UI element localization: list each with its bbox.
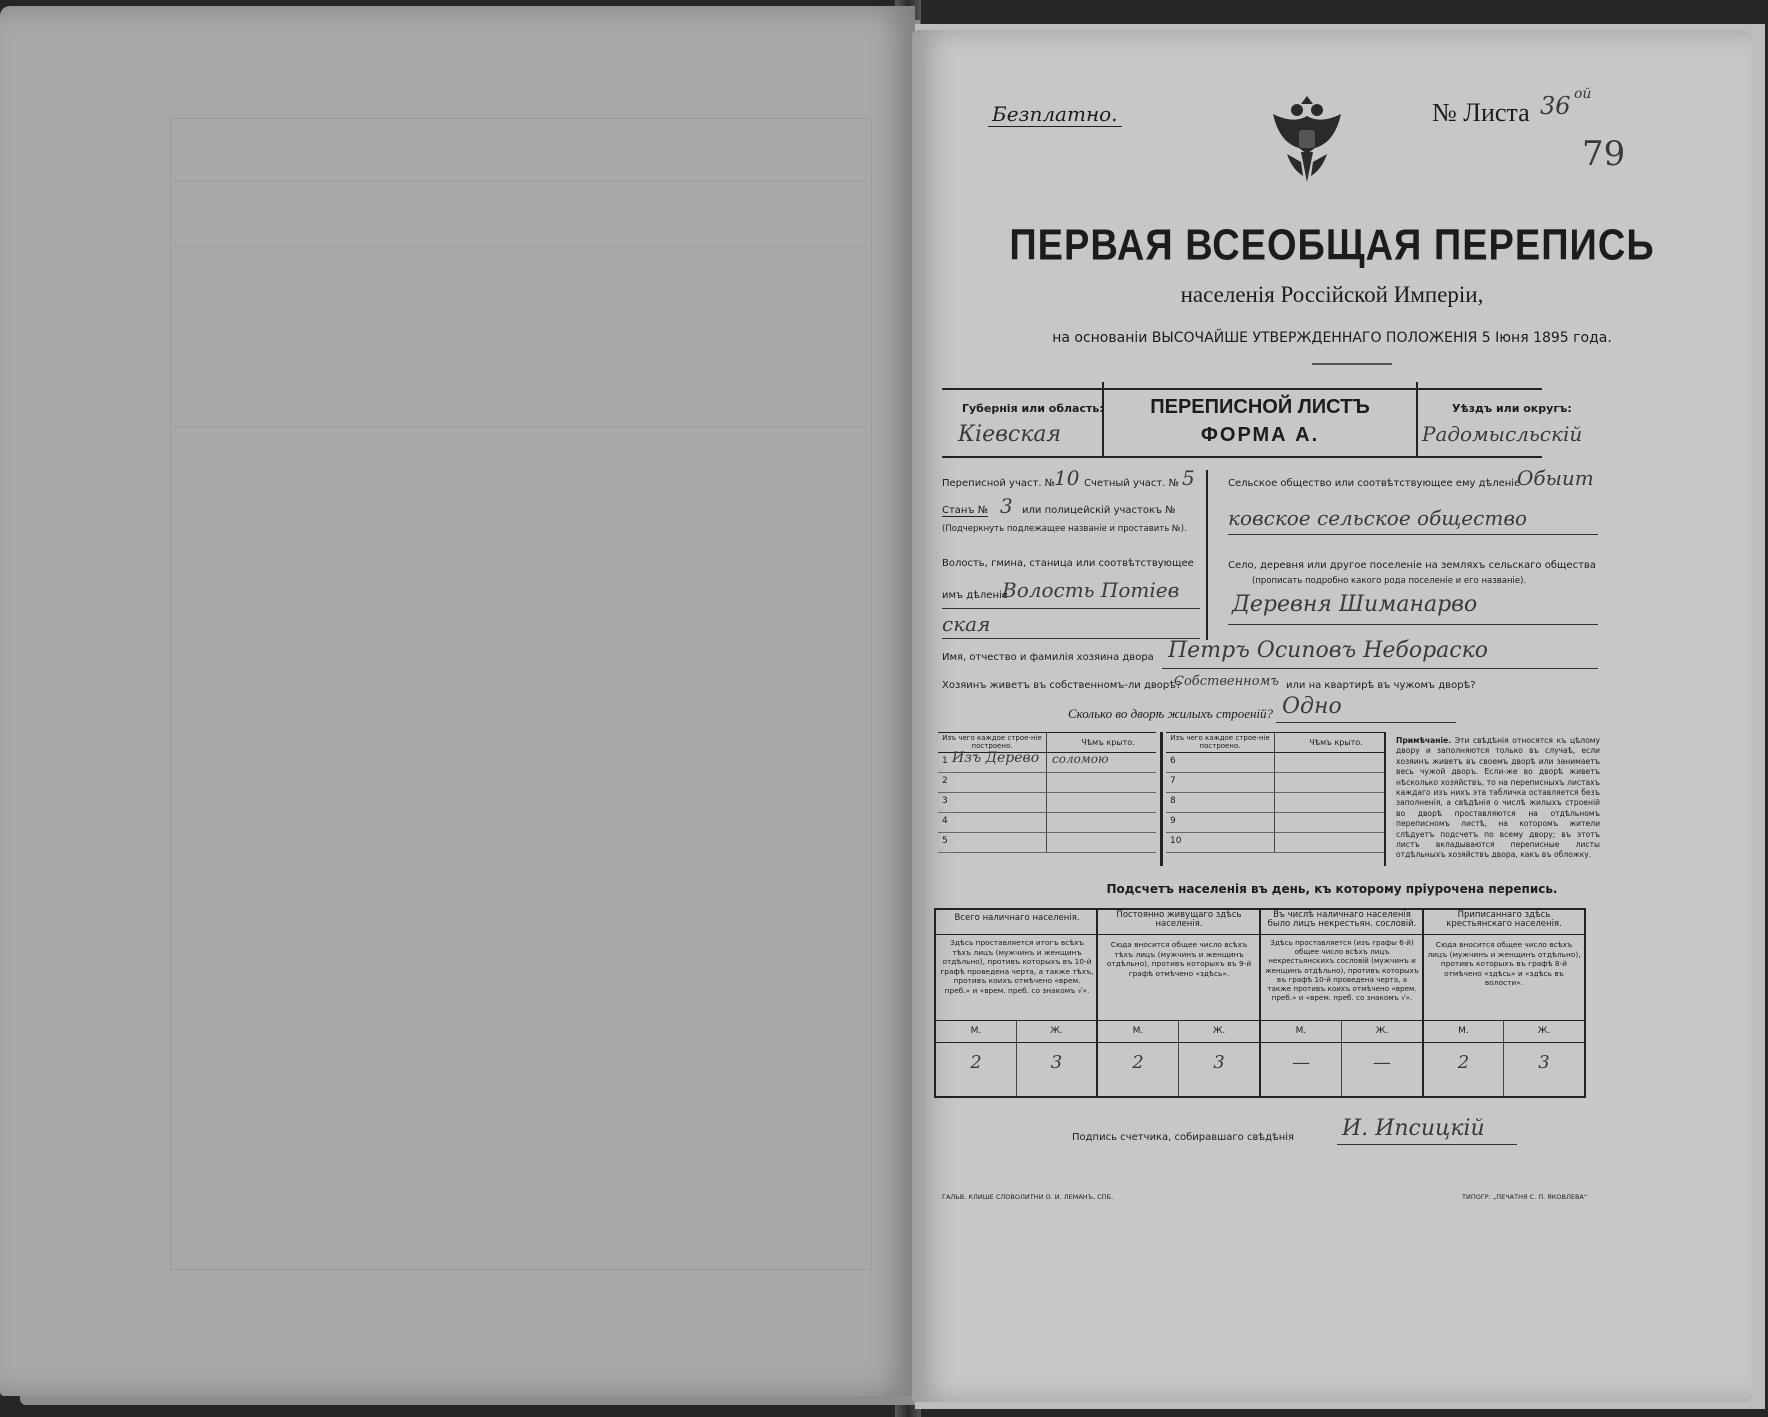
field-underline (1228, 624, 1598, 625)
village-value: Деревня Шиманарво (1232, 592, 1478, 617)
count-col3-head: Въ числѣ наличнаго населенія было лицъ некрестьян. сословій. (1267, 910, 1417, 929)
show-through-frame (170, 118, 872, 1270)
col-roofed-header: Чѣмъ крыто. (1309, 738, 1363, 747)
show-through-line (175, 426, 865, 427)
field-underline (1276, 722, 1456, 723)
table-rule (1166, 812, 1384, 813)
imperial-eagle-icon (1267, 92, 1347, 192)
form-title-sheet: ПЕРЕПИСНОЙ ЛИСТЪ (1150, 396, 1370, 418)
count-col2-f: 3 (1213, 1052, 1225, 1073)
village-note: (прописать подробно какого рода поселеніе и его названіе). (1252, 576, 1527, 586)
form-box-divider (1416, 382, 1418, 456)
volost-label-2: имъ дѣленіе (942, 590, 1008, 601)
table-rule (1166, 772, 1384, 773)
count-area-value: 5 (1182, 466, 1195, 490)
buildings-table-right (1166, 732, 1386, 852)
lives-label-2: или на квартирѣ въ чужомъ дворѣ? (1286, 680, 1476, 691)
count-m-label: М. (970, 1026, 982, 1036)
count-f-label: Ж. (1212, 1026, 1226, 1036)
col-built-of-header: Изъ чего каждое строе-ніе построено. (1170, 734, 1270, 750)
count-col1-desc: Здѣсь проставляется итогъ всѣхъ тѣхъ лицъ (мужчинъ и женщинъ отдѣльно), противъ которыхъ въ 10-й графѣ проведена черта, а также тѣхъ, противъ коихъ отмѣчено «врем. преб.» и «врем. преб. со знакомъ √». (940, 938, 1094, 995)
buildings-table-left (938, 732, 1158, 852)
stan-label: Станъ № (942, 505, 989, 516)
village-label: Село, деревня или другое поселеніе на земляхъ сельскаго общества (1228, 560, 1596, 571)
district-value: Радомысльскій (1422, 422, 1583, 446)
count-col2-m: 2 (1132, 1052, 1144, 1073)
lives-value: Собственномъ (1174, 674, 1279, 689)
count-table (934, 908, 1586, 1098)
stan-value: 3 (1000, 494, 1013, 518)
count-f-label: Ж. (1537, 1026, 1551, 1036)
count-f-label: Ж. (1375, 1026, 1389, 1036)
field-underline (1162, 668, 1598, 669)
row-number: 9 (1170, 816, 1176, 826)
volost-value-1: Волость Потіев (1002, 578, 1180, 602)
owner-value: Петръ Осиповъ Небораско (1168, 638, 1488, 663)
table-rule (1166, 792, 1384, 793)
count-col4-m: 2 (1457, 1052, 1470, 1073)
count-row-rule (936, 934, 1584, 935)
field-underline (942, 638, 1200, 639)
row-number: 2 (942, 776, 948, 786)
count-col3-m: — (1292, 1052, 1310, 1073)
field-underline (1337, 1144, 1517, 1145)
count-col2-head: Постоянно живущаго здѣсь населенія. (1116, 910, 1242, 929)
form-title-form-a: ФОРМА А. (1200, 424, 1320, 446)
owner-label: Имя, отчество и фамилія хозяина двора (942, 652, 1154, 663)
row1-built-value: Изъ Дерево (952, 750, 1040, 766)
count-row-rule (936, 1042, 1584, 1043)
signature-value: И. Ипсицкій (1342, 1116, 1485, 1141)
note-text: Эти свѣдѣнія относятся къ цѣлому двору и заполняются только въ случаѣ, если хозяинъ живетъ въ своемъ дворѣ или занимаетъ весь чужой дворъ. Если-же во дворѣ живетъ нѣсколько хозяйствъ, то на переписныхъ листахъ каждаго изъ нихъ эта табличка оставляется безъ заполненія, а свѣдѣнія о числѣ жилыхъ строеній во дворѣ проставляются на отдѣльномъ переписномъ листѣ, на которомъ жители слѣдуетъ подсчетъ по всему двору; въ этотъ листъ вкладываются переписные листы отдѣльныхъ хозяйствъ двора, какъ въ обложку. (1396, 736, 1600, 860)
row1-roof-value: соломою (1052, 752, 1109, 766)
row-number: 8 (1170, 796, 1176, 806)
count-col4-f: 3 (1538, 1052, 1550, 1073)
police-label: или полицейскій участокъ № (1022, 505, 1176, 516)
row-number: 5 (942, 836, 948, 846)
society-value-2: ковское сельское общество (1228, 506, 1527, 530)
count-col4-desc: Сюда вносится общее число всѣхъ лицъ (мужчинъ и женщинъ отдѣльно), противъ которыхъ въ графѣ 8-й отмѣчено «здѣсь» и «здѣсь въ волости». (1427, 940, 1581, 988)
count-area-label: Счетный участ. № (1084, 478, 1180, 489)
table-rule (1166, 832, 1384, 833)
row-number: 7 (1170, 776, 1176, 786)
count-m-label: М. (1458, 1026, 1469, 1036)
field-underline (942, 608, 1200, 609)
fields-column-divider (1206, 470, 1208, 640)
field-underline (1228, 534, 1598, 535)
row-number: 4 (942, 816, 948, 826)
left-page (0, 6, 915, 1396)
count-col1-m: 2 (970, 1052, 982, 1073)
buildings-note (1396, 736, 1600, 861)
count-col2-desc: Сюда вносится общее число всѣхъ тѣхъ лицъ (мужчинъ и женщинъ отдѣльно), противъ которыхъ въ 9-й графѣ отмѣчено «здѣсь». (1106, 940, 1252, 978)
row-number: 10 (1170, 836, 1182, 846)
footer-printer-left: ГАЛЬВ. КЛИШЕ СЛОВОЛИТНИ О. И. ЛЕМАНЪ, СПБ. (942, 1193, 1114, 1201)
buildings-label: Сколько во дворѣ жилыхъ строеній? (1068, 706, 1274, 721)
count-m-label: М. (1132, 1026, 1144, 1036)
buildings-value: Одно (1282, 694, 1342, 719)
count-col1-f: 3 (1050, 1052, 1063, 1073)
census-form-page (912, 30, 1752, 1402)
count-row-rule (936, 1020, 1584, 1021)
row-number: 3 (942, 796, 948, 806)
table-center-rule (1160, 732, 1163, 866)
volost-label-1: Волость, гмина, станица или соотвѣтствующее (942, 558, 1194, 569)
sheet-number-value: 36 (1540, 92, 1571, 120)
table-rule (938, 772, 1156, 773)
count-col1-head: Всего наличнаго населенія. (954, 913, 1080, 923)
district-label: Уѣздъ или округъ: (1452, 402, 1572, 415)
volost-value-2: ская (942, 612, 991, 636)
table-rule (938, 852, 1156, 853)
society-value-1: Обыит (1517, 466, 1594, 490)
census-area-value: 10 (1054, 466, 1080, 490)
sheet-number-label: № Листа (1432, 98, 1530, 127)
table-rule (1166, 752, 1384, 753)
col-built-of-header: Изъ чего каждое строе-ніе построено. (942, 734, 1042, 750)
province-value: Кіевская (958, 422, 1062, 447)
table-rule (938, 792, 1156, 793)
table-rule (1166, 852, 1384, 853)
underline-note: (Подчеркнуть подлежащее названіе и проставить №). (942, 524, 1187, 534)
count-f-label: Ж. (1050, 1026, 1063, 1036)
count-col4-head: Приписаннаго здѣсь крестьянскаго населенія. (1446, 910, 1562, 929)
count-col3-f: — (1373, 1052, 1391, 1073)
province-label: Губернія или область: (962, 402, 1104, 415)
form-main-title: ПЕРВАЯ ВСЕОБЩАЯ ПЕРЕПИСЬ (1009, 221, 1655, 271)
row-number: 6 (1170, 756, 1176, 766)
col-roofed-header: Чѣмъ крыто. (1081, 738, 1135, 747)
page-number-hand: 79 (1582, 134, 1626, 174)
table-right-rule (1384, 732, 1386, 866)
count-section-title: Подсчетъ населенія въ день, къ которому пріурочена перепись. (1106, 882, 1558, 896)
table-rule (1166, 732, 1384, 733)
footer-printer-right: ТИПОГР. „ПЕЧАТНЯ С. П. ЯКОВЛЕВА“ (1462, 1193, 1588, 1201)
table-rule (938, 832, 1156, 833)
ornament-divider (1312, 363, 1392, 365)
show-through-line (175, 181, 865, 182)
count-m-label: М. (1295, 1026, 1307, 1036)
free-label: Безплатно. (988, 102, 1122, 127)
signature-label: Подпись счетчика, собиравшаго свѣдѣнія (1072, 1132, 1295, 1143)
row-number: 1 (942, 756, 948, 766)
form-subtitle: населенія Россійской Имперіи, (1180, 282, 1484, 307)
table-rule (938, 812, 1156, 813)
count-col3-desc: Здѣсь проставляется (изъ графы 6-й) общее число всѣхъ лицъ некрестьянскихъ сословій (мужчинъ и женщинъ отдѣльно), противъ которыхъ въ графѣ 10-й проведена черта, а также противъ коихъ отмѣчено «врем. преб.» и «врем. преб. со знакомъ √». (1265, 938, 1419, 1003)
sheet-number-sup: ой (1574, 86, 1592, 102)
form-basis-line: на основаніи ВЫСОЧАЙШЕ УТВЕРЖДЕННАГО ПОЛОЖЕНІЯ 5 Іюня 1895 года. (1052, 330, 1612, 346)
society-label: Сельское общество или соотвѣтствующее ему дѣленіе (1228, 478, 1521, 489)
census-area-label: Переписной участ. № (942, 478, 1056, 489)
lives-label-1: Хозяинъ живетъ въ собственномъ-ли дворѣ? (942, 680, 1182, 691)
note-label: Примѣчаніе. (1396, 736, 1452, 745)
show-through-line (175, 246, 865, 247)
table-rule (938, 732, 1156, 733)
